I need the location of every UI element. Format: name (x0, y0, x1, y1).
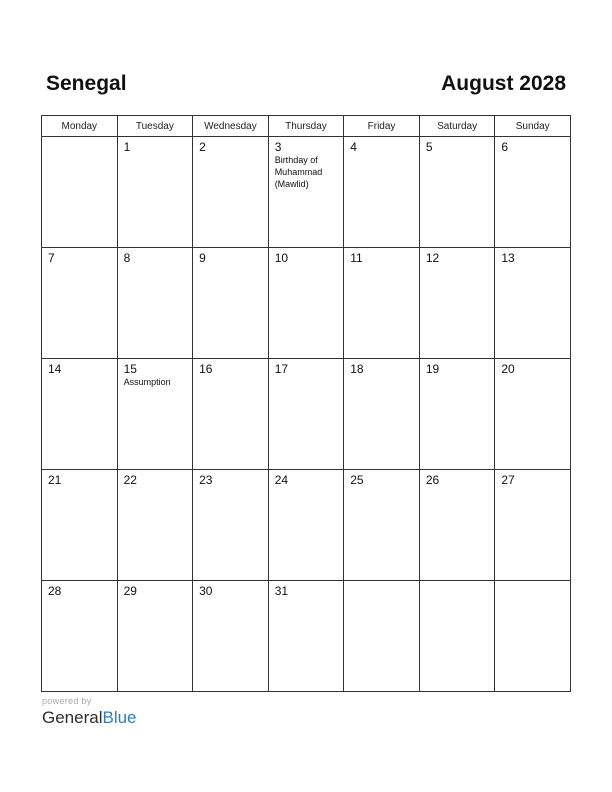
day-number: 19 (425, 362, 440, 376)
day-number: 26 (425, 473, 440, 487)
week-row (42, 248, 571, 359)
weekday-header: Tuesday (117, 116, 193, 137)
day-cell (268, 359, 344, 470)
calendar-grid (41, 115, 571, 692)
day-number: 22 (123, 473, 137, 487)
day-cell (495, 470, 571, 581)
day-number: 9 (199, 251, 206, 265)
day-cell (42, 581, 118, 692)
day-number (495, 581, 570, 584)
day-number: 25 (350, 473, 364, 487)
day-cell (117, 137, 193, 248)
weekday-header-row (42, 116, 571, 137)
day-cell (268, 137, 344, 248)
day-number: 18 (350, 362, 364, 376)
day-cell (193, 137, 269, 248)
day-cell (419, 137, 495, 248)
day-cell (495, 359, 571, 470)
weekday-header: Saturday (419, 116, 495, 137)
day-number: 28 (48, 584, 62, 598)
day-number: 14 (48, 362, 62, 376)
day-number: 27 (501, 473, 515, 487)
day-number: 13 (501, 251, 515, 265)
week-row (42, 581, 571, 692)
day-number: 21 (48, 473, 62, 487)
day-cell (193, 470, 269, 581)
day-cell (42, 248, 118, 359)
powered-by-text: powered by (42, 696, 92, 706)
day-number: 30 (199, 584, 213, 598)
day-cell (268, 581, 344, 692)
day-number: 10 (274, 251, 289, 265)
week-row (42, 470, 571, 581)
day-number: 11 (350, 251, 363, 265)
day-cell (344, 359, 420, 470)
day-number: 15 (123, 362, 137, 376)
day-cell (117, 248, 193, 359)
day-cell (117, 359, 193, 470)
day-number: 3 (274, 140, 282, 154)
day-cell (344, 581, 420, 692)
day-cell (193, 359, 269, 470)
day-cell (193, 248, 269, 359)
day-number: 31 (274, 584, 289, 598)
day-cell (42, 470, 118, 581)
day-number: 17 (274, 362, 289, 376)
day-number (420, 581, 495, 584)
day-number (42, 137, 117, 140)
day-cell (344, 470, 420, 581)
week-row (42, 137, 571, 248)
weekday-header: Wednesday (193, 116, 269, 137)
day-cell (117, 470, 193, 581)
day-cell (193, 581, 269, 692)
brand-blue-text: Blue (102, 708, 137, 727)
day-number: 6 (501, 140, 509, 154)
day-cell (268, 248, 344, 359)
day-cell (344, 248, 420, 359)
holiday-label: Birthday of Muhammad (Mawlid) (274, 155, 323, 189)
footer (42, 696, 137, 728)
month-year-title: August 2028 (441, 72, 566, 95)
week-row (42, 359, 571, 470)
day-cell (419, 359, 495, 470)
day-cell (495, 581, 571, 692)
holiday-label: Assumption (123, 377, 171, 387)
weekday-header: Thursday (268, 116, 344, 137)
day-cell (268, 470, 344, 581)
day-cell (419, 581, 495, 692)
day-number: 7 (48, 251, 55, 265)
day-number: 12 (425, 251, 440, 265)
day-number: 23 (199, 473, 213, 487)
day-number: 29 (123, 584, 137, 598)
day-cell (419, 248, 495, 359)
weekday-header: Sunday (495, 116, 571, 137)
day-number (344, 581, 419, 584)
brand-general-text: General (42, 708, 103, 727)
day-number: 16 (199, 362, 213, 376)
day-number: 4 (350, 140, 357, 154)
day-number: 1 (123, 140, 131, 154)
weekday-header: Friday (344, 116, 420, 137)
day-cell (117, 581, 193, 692)
day-cell (344, 137, 420, 248)
day-cell (419, 470, 495, 581)
day-number: 24 (274, 473, 289, 487)
day-number: 20 (501, 362, 515, 376)
day-number: 8 (123, 251, 131, 265)
country-title: Senegal (46, 72, 127, 95)
day-number: 2 (199, 140, 206, 154)
generalblue-logo (42, 708, 137, 728)
day-cell (42, 137, 118, 248)
day-cell (495, 248, 571, 359)
day-number: 5 (425, 140, 433, 154)
weekday-header: Monday (42, 116, 118, 137)
day-cell (495, 137, 571, 248)
day-cell (42, 359, 118, 470)
